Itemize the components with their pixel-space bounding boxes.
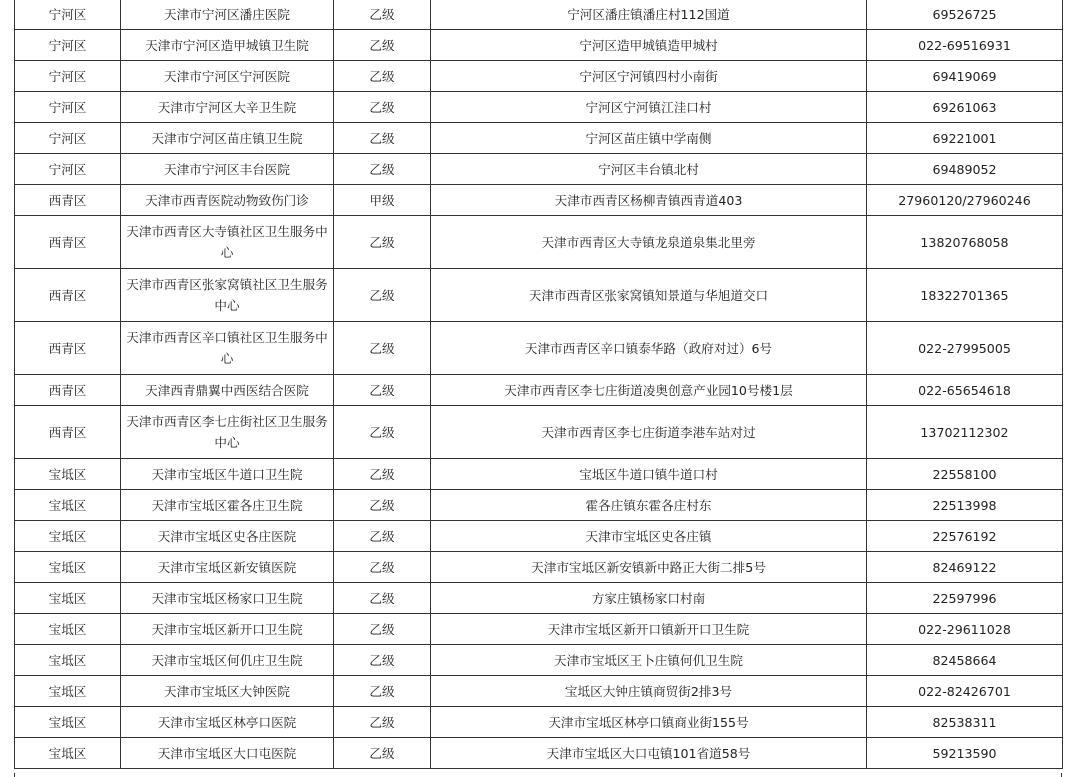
clinic-name-cell: 天津市宁河区宁河医院 (121, 61, 334, 92)
table-row (15, 375, 1063, 406)
district-cell: 西青区 (15, 375, 121, 406)
district-cell: 宝坻区 (15, 583, 121, 614)
table-row (15, 552, 1063, 583)
phone-cell: 69221001 (867, 123, 1063, 154)
district-cell: 宁河区 (15, 154, 121, 185)
clinic-name-cell: 天津市宝坻区牛道口卫生院 (121, 459, 334, 490)
table-row (15, 521, 1063, 552)
clinic-name-cell: 天津市宝坻区大钟医院 (121, 676, 334, 707)
table-row (15, 154, 1063, 185)
address-cell: 天津市宝坻区王卜庄镇何仉卫生院 (431, 645, 867, 676)
level-cell: 乙级 (334, 61, 431, 92)
address-cell: 宁河区宁河镇江洼口村 (431, 92, 867, 123)
phone-cell: 022-69516931 (867, 30, 1063, 61)
phone-cell: 022-82426701 (867, 676, 1063, 707)
phone-cell: 22558100 (867, 459, 1063, 490)
address-cell: 天津市宝坻区史各庄镇 (431, 521, 867, 552)
clinic-name-cell: 天津市宁河区潘庄医院 (121, 0, 334, 30)
table-row (15, 738, 1063, 769)
phone-cell: 82469122 (867, 552, 1063, 583)
clinic-name-cell: 天津市宝坻区霍各庄卫生院 (121, 490, 334, 521)
district-cell: 宝坻区 (15, 645, 121, 676)
clinic-name-cell: 天津市西青区张家窝镇社区卫生服务中心 (121, 269, 334, 322)
district-cell: 西青区 (15, 185, 121, 216)
table-row (15, 30, 1063, 61)
table-row (15, 490, 1063, 521)
table-row (15, 322, 1063, 375)
address-cell: 宁河区丰台镇北村 (431, 154, 867, 185)
address-cell: 宝坻区牛道口镇牛道口村 (431, 459, 867, 490)
district-cell: 宝坻区 (15, 490, 121, 521)
address-cell: 天津市西青区李七庄街道李港车站对过 (431, 406, 867, 459)
phone-cell: 82458664 (867, 645, 1063, 676)
address-cell: 天津市西青区辛口镇泰华路（政府对过）6号 (431, 322, 867, 375)
phone-cell: 022-27995005 (867, 322, 1063, 375)
table-row (15, 269, 1063, 322)
level-cell: 乙级 (334, 0, 431, 30)
district-cell: 宝坻区 (15, 459, 121, 490)
table-row (15, 406, 1063, 459)
district-cell: 西青区 (15, 322, 121, 375)
clinic-name-cell: 天津市宝坻区史各庄医院 (121, 521, 334, 552)
address-cell: 天津市西青区大寺镇龙泉道泉集北里旁 (431, 216, 867, 269)
district-cell: 宝坻区 (15, 521, 121, 552)
phone-cell: 22597996 (867, 583, 1063, 614)
phone-cell: 59213590 (867, 738, 1063, 769)
table-row (15, 707, 1063, 738)
district-cell: 宝坻区 (15, 738, 121, 769)
level-cell: 乙级 (334, 322, 431, 375)
district-cell: 宝坻区 (15, 676, 121, 707)
clinic-name-cell: 天津市西青区李七庄街社区卫生服务中心 (121, 406, 334, 459)
table-row (15, 61, 1063, 92)
clinic-name-cell: 天津市西青医院动物致伤门诊 (121, 185, 334, 216)
level-cell: 乙级 (334, 123, 431, 154)
district-cell: 宁河区 (15, 0, 121, 30)
clinic-name-cell: 天津市宁河区苗庄镇卫生院 (121, 123, 334, 154)
clinic-name-cell: 天津西青鼎翼中西医结合医院 (121, 375, 334, 406)
table-row (15, 216, 1063, 269)
level-cell: 乙级 (334, 738, 431, 769)
phone-cell: 13702112302 (867, 406, 1063, 459)
table-row (15, 645, 1063, 676)
address-cell: 天津市宝坻区新安镇新中路正大街二排5号 (431, 552, 867, 583)
level-cell: 乙级 (334, 614, 431, 645)
address-cell: 天津市西青区杨柳青镇西青道403 (431, 185, 867, 216)
phone-cell: 18322701365 (867, 269, 1063, 322)
table-row (15, 185, 1063, 216)
district-cell: 宁河区 (15, 61, 121, 92)
level-cell: 乙级 (334, 707, 431, 738)
address-cell: 宁河区宁河镇四村小南街 (431, 61, 867, 92)
clinic-table-body (15, 0, 1063, 769)
level-cell: 乙级 (334, 406, 431, 459)
level-cell: 乙级 (334, 676, 431, 707)
phone-cell: 69526725 (867, 0, 1063, 30)
level-cell: 乙级 (334, 552, 431, 583)
clinic-table (14, 0, 1063, 769)
clinic-name-cell: 天津市宝坻区杨家口卫生院 (121, 583, 334, 614)
table-row (15, 614, 1063, 645)
table-row (15, 0, 1063, 30)
district-cell: 宝坻区 (15, 552, 121, 583)
table-row (15, 583, 1063, 614)
level-cell: 乙级 (334, 30, 431, 61)
district-cell: 宁河区 (15, 92, 121, 123)
address-cell: 宁河区造甲城镇造甲城村 (431, 30, 867, 61)
phone-cell: 69261063 (867, 92, 1063, 123)
table-row (15, 676, 1063, 707)
address-cell: 宁河区潘庄镇潘庄村112国道 (431, 0, 867, 30)
district-cell: 宝坻区 (15, 707, 121, 738)
address-cell: 天津市西青区张家窝镇知景道与华旭道交口 (431, 269, 867, 322)
district-cell: 宁河区 (15, 30, 121, 61)
address-cell: 宁河区苗庄镇中学南侧 (431, 123, 867, 154)
phone-cell: 022-29611028 (867, 614, 1063, 645)
level-cell: 乙级 (334, 92, 431, 123)
level-cell: 乙级 (334, 459, 431, 490)
level-cell: 乙级 (334, 583, 431, 614)
district-cell: 宝坻区 (15, 614, 121, 645)
clinic-name-cell: 天津市西青区大寺镇社区卫生服务中心 (121, 216, 334, 269)
phone-cell: 69489052 (867, 154, 1063, 185)
address-cell: 天津市宝坻区新开口镇新开口卫生院 (431, 614, 867, 645)
level-cell: 乙级 (334, 216, 431, 269)
table-continuation (14, 773, 1062, 777)
clinic-name-cell: 天津市宝坻区新开口卫生院 (121, 614, 334, 645)
district-cell: 西青区 (15, 269, 121, 322)
phone-cell: 13820768058 (867, 216, 1063, 269)
phone-cell: 022-65654618 (867, 375, 1063, 406)
phone-cell: 22576192 (867, 521, 1063, 552)
address-cell: 方家庄镇杨家口村南 (431, 583, 867, 614)
phone-cell: 69419069 (867, 61, 1063, 92)
address-cell: 霍各庄镇东霍各庄村东 (431, 490, 867, 521)
level-cell: 乙级 (334, 375, 431, 406)
clinic-name-cell: 天津市西青区辛口镇社区卫生服务中心 (121, 322, 334, 375)
clinic-name-cell: 天津市宁河区大辛卫生院 (121, 92, 334, 123)
level-cell: 乙级 (334, 490, 431, 521)
table-row (15, 92, 1063, 123)
district-cell: 宁河区 (15, 123, 121, 154)
address-cell: 天津市宝坻区林亭口镇商业街155号 (431, 707, 867, 738)
clinic-name-cell: 天津市宝坻区何仉庄卫生院 (121, 645, 334, 676)
level-cell: 乙级 (334, 269, 431, 322)
level-cell: 甲级 (334, 185, 431, 216)
table-row (15, 123, 1063, 154)
level-cell: 乙级 (334, 521, 431, 552)
clinic-name-cell: 天津市宁河区丰台医院 (121, 154, 334, 185)
address-cell: 天津市宝坻区大口屯镇101省道58号 (431, 738, 867, 769)
level-cell: 乙级 (334, 154, 431, 185)
district-cell: 西青区 (15, 406, 121, 459)
address-cell: 宝坻区大钟庄镇商贸街2排3号 (431, 676, 867, 707)
clinic-name-cell: 天津市宝坻区林亭口医院 (121, 707, 334, 738)
clinic-name-cell: 天津市宝坻区新安镇医院 (121, 552, 334, 583)
table-row (15, 459, 1063, 490)
address-cell: 天津市西青区李七庄街道凌奥创意产业园10号楼1层 (431, 375, 867, 406)
phone-cell: 27960120/27960246 (867, 185, 1063, 216)
phone-cell: 22513998 (867, 490, 1063, 521)
phone-cell: 82538311 (867, 707, 1063, 738)
level-cell: 乙级 (334, 645, 431, 676)
clinic-name-cell: 天津市宁河区造甲城镇卫生院 (121, 30, 334, 61)
district-cell: 西青区 (15, 216, 121, 269)
clinic-name-cell: 天津市宝坻区大口屯医院 (121, 738, 334, 769)
